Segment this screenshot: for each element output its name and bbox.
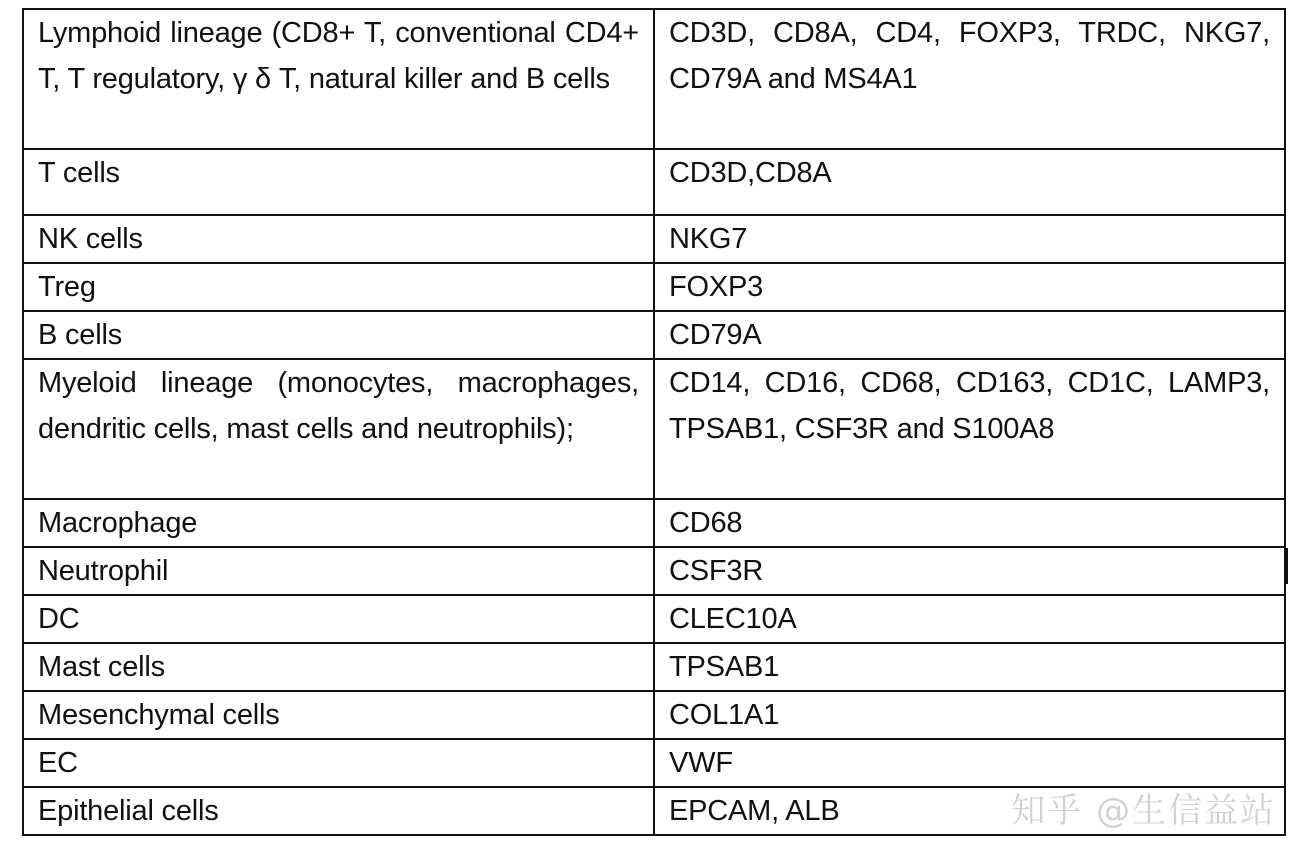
marker-genes: EPCAM, ALB xyxy=(654,787,1285,835)
marker-genes: CD3D, CD8A, CD4, FOXP3, TRDC, NKG7, CD79A and MS4A1 xyxy=(654,9,1285,149)
marker-genes: CD14, CD16, CD68, CD163, CD1C, LAMP3, TPSAB1, CSF3R and S100A8 xyxy=(654,359,1285,499)
table-row xyxy=(23,215,1285,263)
cell-type: Macrophage xyxy=(23,499,654,547)
table-row xyxy=(23,691,1285,739)
table-row xyxy=(23,547,1285,595)
table-body xyxy=(23,9,1285,835)
cell-type: Mast cells xyxy=(23,643,654,691)
table-row xyxy=(23,263,1285,311)
marker-genes: CD3D,CD8A xyxy=(654,149,1285,215)
table-row xyxy=(23,359,1285,499)
watermark: 知乎 @生信益站 xyxy=(1011,791,1276,831)
table-edge-mark xyxy=(1286,548,1288,584)
cell-type: B cells xyxy=(23,311,654,359)
cell-type: Myeloid lineage (monocytes, macrophages, dendritic cells, mast cells and neutrophils); xyxy=(23,359,654,499)
cell-type: T cells xyxy=(23,149,654,215)
cell-type: Treg xyxy=(23,263,654,311)
cell-type: NK cells xyxy=(23,215,654,263)
marker-genes: CSF3R xyxy=(654,547,1285,595)
cell-type: Lymphoid lineage (CD8+ T, conventional CD4+ T, T regulatory, γ δ T, natural killer and B cells xyxy=(23,9,654,149)
marker-genes: CD79A xyxy=(654,311,1285,359)
marker-genes: VWF xyxy=(654,739,1285,787)
table-row xyxy=(23,9,1285,149)
cell-type: EC xyxy=(23,739,654,787)
table-row xyxy=(23,499,1285,547)
marker-genes: CD68 xyxy=(654,499,1285,547)
cell-type: Neutrophil xyxy=(23,547,654,595)
marker-genes: NKG7 xyxy=(654,215,1285,263)
table-row xyxy=(23,311,1285,359)
cell-type: Mesenchymal cells xyxy=(23,691,654,739)
cell-marker-table xyxy=(22,8,1286,836)
table-row xyxy=(23,149,1285,215)
table-row xyxy=(23,643,1285,691)
marker-genes: FOXP3 xyxy=(654,263,1285,311)
marker-genes: CLEC10A xyxy=(654,595,1285,643)
marker-genes: COL1A1 xyxy=(654,691,1285,739)
table-row xyxy=(23,595,1285,643)
cell-type: DC xyxy=(23,595,654,643)
cell-type: Epithelial cells xyxy=(23,787,654,835)
marker-genes: TPSAB1 xyxy=(654,643,1285,691)
table-row xyxy=(23,739,1285,787)
